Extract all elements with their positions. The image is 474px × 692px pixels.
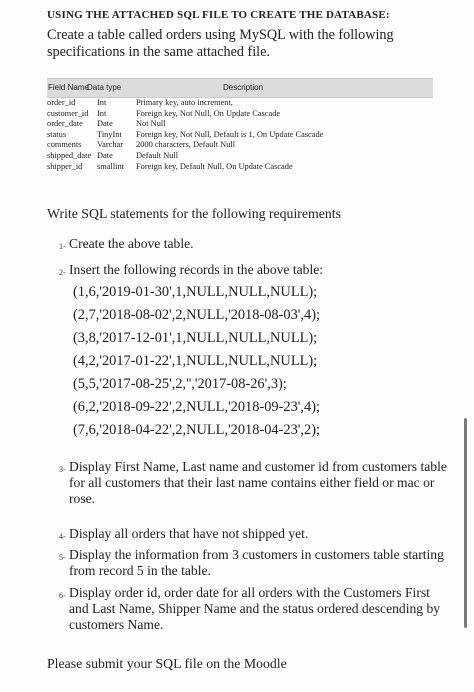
item-number: 4- [59, 532, 66, 541]
cell-description: 2000 characters, Default Null [136, 140, 236, 150]
cell-data-type: Date [97, 150, 113, 160]
cell-field-name: status [47, 129, 67, 139]
item-text: Insert the following records in the above table: [69, 262, 324, 277]
table-row [47, 130, 433, 141]
scrollbar[interactable] [464, 418, 467, 628]
cell-field-name: comments [47, 140, 82, 150]
table-row [47, 162, 433, 173]
cell-field-name: customer_id [47, 108, 89, 118]
item-text: Display order id, order date for all orders with the Customers First and Last Name, Shipper Name and the status ordered descending by customers Name. [69, 585, 441, 632]
insert-record: (4,2,'2017-01-22',1,NULL,NULL,NULL); [73, 353, 318, 369]
item-number: 3- [59, 465, 66, 474]
insert-record: (6,2,'2018-09-22',2,NULL,'2018-09-23',4); [73, 399, 320, 415]
submission-note: Please submit your SQL file on the Moodle [47, 656, 287, 671]
table-row [47, 109, 433, 120]
cell-data-type: Int [97, 108, 107, 118]
cell-description: Not Null [136, 119, 166, 129]
cell-data-type: Varchar [97, 140, 124, 150]
header-data-type: Data type [87, 83, 122, 92]
table-row [47, 98, 433, 109]
cell-data-type: Int [97, 98, 107, 107]
insert-record: (3,8,'2017-12-01',1,NULL,NULL,NULL); [73, 330, 318, 346]
item-text: Create the above table. [69, 236, 194, 251]
item-number: 2- [59, 268, 66, 277]
header-description: Description [223, 83, 264, 92]
cell-description: Foreign key, Not Null, Default is 1, On Update Cascade [136, 129, 324, 139]
cell-data-type: TinyInt [97, 129, 122, 139]
cell-field-name: order_date [47, 119, 83, 129]
cell-field-name: shipped_date [47, 150, 92, 160]
cell-description: Foreign key, Default Null, On Update Cascade [136, 161, 293, 171]
cell-data-type: Date [97, 119, 113, 129]
table-row [47, 119, 433, 130]
table-row [47, 140, 433, 151]
intro-paragraph: Create a table called orders using MySQL with the following specifications in the same attached file. [47, 27, 394, 60]
cell-field-name: shipper_id [47, 161, 83, 171]
table-header [47, 78, 433, 98]
cell-description: Foreign key, Not Null, On Update Cascade [136, 108, 281, 118]
document-heading: USING THE ATTACHED SQL FILE TO CREATE THE DATABASE: [47, 9, 390, 21]
insert-record: (1,6,'2019-01-30',1,NULL,NULL,NULL); [73, 284, 318, 300]
insert-record: (5,5,'2017-08-25',2,'','2017-08-26',3); [73, 376, 287, 392]
insert-record: (7,6,'2018-04-22',2,NULL,'2018-04-23',2); [73, 422, 320, 438]
item-text: Display all orders that have not shipped yet. [69, 526, 309, 541]
requirements-title: Write SQL statements for the following requirements [47, 206, 341, 221]
item-number: 6- [59, 591, 66, 600]
header-field-name: Field Name [48, 83, 89, 92]
item-number: 1- [59, 242, 66, 251]
cell-description: Primary key, auto increment, [136, 98, 233, 107]
cell-description: Default Null [136, 150, 179, 160]
specification-table [47, 78, 433, 172]
table-row [47, 151, 433, 162]
insert-record: (2,7,'2018-08-02',2,NULL,'2018-08-03',4); [73, 307, 320, 323]
item-number: 5- [59, 553, 66, 562]
item-text: Display the information from 3 customers in customers table starting from record 5 in the table. [69, 547, 444, 578]
item-text: Display First Name, Last name and customer id from customers table for all customers that their last name contains either field or mac or rose. [69, 459, 447, 506]
cell-field-name: order_id [47, 98, 76, 107]
cell-data-type: smallint [97, 161, 124, 171]
